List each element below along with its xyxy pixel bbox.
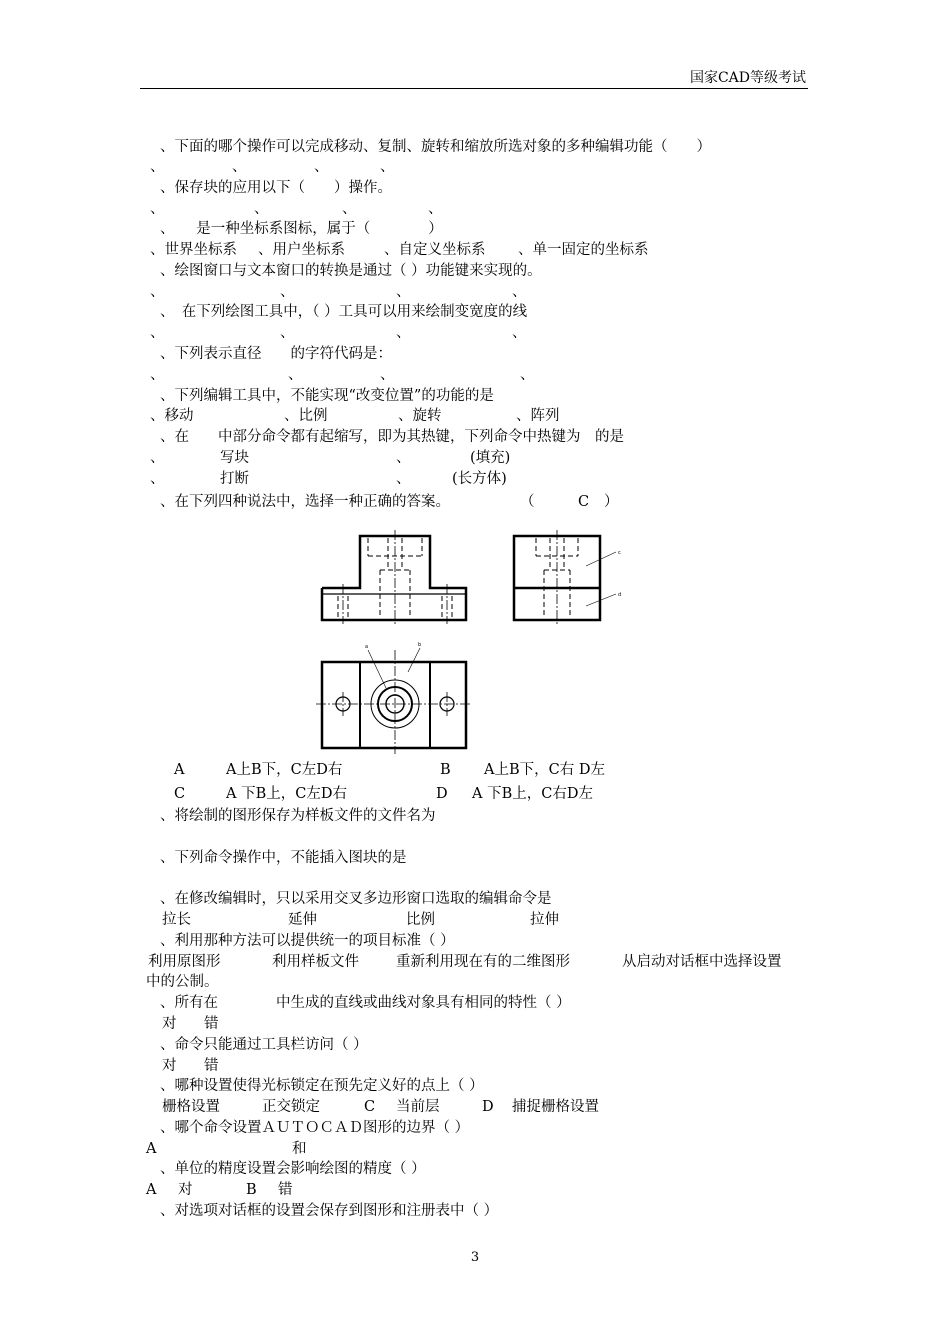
q12-option-a: 拉长 bbox=[162, 912, 191, 928]
side-view bbox=[514, 530, 616, 624]
question-7: 、下列编辑工具中，不能实现“改变位置”的功能的是 bbox=[160, 388, 494, 404]
question-17: 、哪个命令设置ＡＵＴＯＣＡＤ图形的边界（ ） bbox=[160, 1120, 470, 1136]
question-19: 、对选项对话框的设置会保存到图形和注册表中（ ） bbox=[160, 1203, 499, 1219]
q12-option-b: 延伸 bbox=[288, 912, 317, 928]
q6-option-a: 、 bbox=[150, 367, 165, 383]
q3-option-c: 、自定义坐标系 bbox=[384, 242, 486, 258]
question-9: 、在下列四种说法中，选择一种正确的答案。 bbox=[160, 494, 450, 510]
question-10: 、将绘制的图形保存为样板文件的文件名为 bbox=[160, 808, 436, 824]
label-side-d: d bbox=[618, 592, 622, 598]
q9-option-d: A 下B上，C右D左 bbox=[472, 786, 593, 802]
q16-option-d: 捕捉栅格设置 bbox=[512, 1099, 599, 1115]
q7-option-d: 、阵列 bbox=[516, 408, 560, 424]
question-11: 、下列命令操作中，不能插入图块的是 bbox=[160, 850, 407, 866]
q12-option-d: 拉伸 bbox=[530, 912, 559, 928]
front-view bbox=[322, 530, 466, 624]
header-title: 国家CAD等级考试 bbox=[689, 70, 806, 86]
q6-option-c: 、 bbox=[380, 367, 395, 383]
q9-option-c: A 下B上，C左D右 bbox=[226, 786, 347, 802]
question-18: 、单位的精度设置会影响绘图的精度（ ） bbox=[160, 1161, 426, 1177]
page-header bbox=[140, 70, 808, 89]
q13-option-c: 重新利用现在有的二维图形 bbox=[396, 954, 570, 970]
q2-option-d: 、 bbox=[428, 201, 443, 217]
q12-option-c: 比例 bbox=[406, 912, 435, 928]
q13-option-d: 从启动对话框中选择设置 bbox=[622, 954, 782, 970]
q1-option-b: 、 bbox=[232, 159, 247, 175]
q9-option-a: A上B下，C左D右 bbox=[226, 762, 343, 778]
q8-option-a: 写块 bbox=[220, 450, 249, 466]
q9-answer-close: ） bbox=[604, 494, 619, 510]
question-12: 、在修改编辑时，只以采用交叉多边形窗口选取的编辑命令是 bbox=[160, 891, 552, 907]
question-6: 、下列表示直径 的字符代码是： bbox=[160, 346, 392, 362]
question-16: 、哪种设置使得光标锁定在预先定义好的点上（ ） bbox=[160, 1078, 484, 1094]
q9-option-d-letter: D bbox=[436, 786, 448, 802]
q8-option-d-marker: 、 bbox=[396, 471, 411, 487]
q9-option-b-letter: B bbox=[440, 762, 451, 778]
question-1: 、下面的哪个操作可以完成移动、复制、旋转和缩放所选对象的多种编辑功能（ ） bbox=[160, 139, 711, 155]
q13-option-b: 利用样板文件 bbox=[272, 954, 359, 970]
q4-option-d: 、 bbox=[512, 284, 527, 300]
q18-option-b-letter: B bbox=[246, 1182, 257, 1198]
q18-option-a-letter: A bbox=[146, 1182, 157, 1198]
q6-option-b: 、 bbox=[288, 367, 303, 383]
q8-option-d: (长方体) bbox=[452, 471, 507, 487]
question-14: 、所有在 中生成的直线或曲线对象具有相同的特性（ ） bbox=[160, 995, 571, 1011]
q8-option-c-marker: 、 bbox=[150, 471, 165, 487]
q17-option-a: A bbox=[146, 1141, 157, 1157]
question-4: 、绘图窗口与文本窗口的转换是通过（ ）功能键来实现的。 bbox=[160, 263, 542, 279]
q4-option-b: 、 bbox=[280, 284, 295, 300]
q15-option-false: 错 bbox=[204, 1058, 219, 1074]
q9-answer-open: （ bbox=[520, 494, 535, 510]
q5-option-d: 、 bbox=[512, 325, 527, 341]
q1-option-a: 、 bbox=[150, 159, 165, 175]
q2-option-a: 、 bbox=[150, 201, 165, 217]
three-view-drawing bbox=[300, 520, 630, 760]
question-8: 、在 中部分命令都有起缩写，即为其热键，下列命令中热键为 的是 bbox=[160, 429, 624, 445]
q17-option-b: 和 bbox=[292, 1141, 307, 1157]
q3-option-d: 、单一固定的坐标系 bbox=[518, 242, 649, 258]
q16-option-c-letter: C bbox=[364, 1099, 376, 1115]
question-3: 、 是一种坐标系图标，属于（ ） bbox=[160, 221, 443, 237]
label-side-c: c bbox=[618, 550, 621, 556]
q3-option-b: 、用户坐标系 bbox=[258, 242, 345, 258]
q8-option-b: (填充) bbox=[470, 450, 511, 466]
q18-option-a: 对 bbox=[178, 1182, 193, 1198]
q15-option-true: 对 bbox=[162, 1058, 177, 1074]
q1-option-d: 、 bbox=[380, 159, 395, 175]
q4-option-a: 、 bbox=[150, 284, 165, 300]
q8-option-a-marker: 、 bbox=[150, 450, 165, 466]
q9-answer: C bbox=[578, 494, 590, 510]
q13-continuation: 中的公制。 bbox=[146, 974, 219, 990]
q16-option-a: 栅格设置 bbox=[162, 1099, 220, 1115]
label-top-a: a bbox=[365, 644, 369, 650]
q6-option-d: 、 bbox=[520, 367, 535, 383]
top-view bbox=[316, 648, 472, 754]
q8-option-c: 打断 bbox=[220, 471, 249, 487]
q16-option-c: 当前层 bbox=[396, 1099, 440, 1115]
q14-option-false: 错 bbox=[204, 1016, 219, 1032]
q5-option-a: 、 bbox=[150, 325, 165, 341]
q2-option-b: 、 bbox=[254, 201, 269, 217]
q7-option-b: 、比例 bbox=[284, 408, 328, 424]
q9-option-b: A上B下，C右 D左 bbox=[484, 762, 605, 778]
q1-option-c: 、 bbox=[314, 159, 329, 175]
q3-option-a: 、世界坐标系 bbox=[150, 242, 237, 258]
q4-option-c: 、 bbox=[396, 284, 411, 300]
page-number: 3 bbox=[470, 1250, 480, 1265]
question-5: 、 在下列绘图工具中，（ ）工具可以用来绘制变宽度的线 bbox=[160, 304, 528, 320]
q9-option-c-letter: C bbox=[174, 786, 186, 802]
question-13: 、利用那种方法可以提供统一的项目标准（ ） bbox=[160, 933, 455, 949]
question-2: 、保存块的应用以下（ ）操作。 bbox=[160, 180, 392, 196]
q7-option-c: 、旋转 bbox=[398, 408, 442, 424]
q9-option-a-letter: A bbox=[174, 762, 185, 778]
q8-option-b-marker: 、 bbox=[396, 450, 411, 466]
question-15: 、命令只能通过工具栏访问（ ） bbox=[160, 1037, 368, 1053]
q7-option-a: 、移动 bbox=[150, 408, 194, 424]
q2-option-c: 、 bbox=[342, 201, 357, 217]
label-top-b: b bbox=[418, 642, 422, 648]
q16-option-b: 正交锁定 bbox=[262, 1099, 320, 1115]
q13-option-a: 利用原图形 bbox=[148, 954, 221, 970]
q14-option-true: 对 bbox=[162, 1016, 177, 1032]
q5-option-c: 、 bbox=[396, 325, 411, 341]
q5-option-b: 、 bbox=[280, 325, 295, 341]
q16-option-d-letter: D bbox=[482, 1099, 494, 1115]
q18-option-b: 错 bbox=[278, 1182, 293, 1198]
